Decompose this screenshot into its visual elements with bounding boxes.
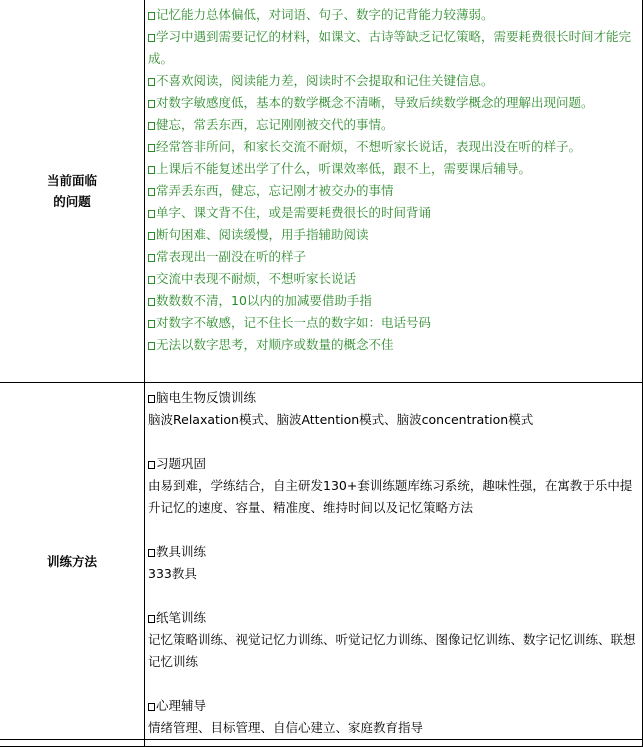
checkbox-icon xyxy=(148,232,155,240)
problem-item: 单字、课文背不住，或是需要耗费很长的时间背诵 xyxy=(148,202,640,224)
problem-item: 常表现出一副没在听的样子 xyxy=(148,246,640,268)
section-spacer xyxy=(148,673,640,695)
checkbox-icon xyxy=(148,166,155,174)
checkbox-icon xyxy=(148,395,155,403)
methods-label: 训练方法 xyxy=(46,553,97,569)
problem-item: 记忆能力总体偏低，对词语、句子、数字的记背能力较薄弱。 xyxy=(148,4,640,26)
checkbox-icon xyxy=(148,78,155,86)
problem-item: 不喜欢阅读，阅读能力差，阅读时不会提取和记住关键信息。 xyxy=(148,70,640,92)
checkbox-icon xyxy=(148,549,155,557)
checkbox-icon xyxy=(148,320,155,328)
problem-item: 断句困难、阅读缓慢，用手指辅助阅读 xyxy=(148,224,640,246)
section-spacer xyxy=(148,431,640,453)
problems-content-cell xyxy=(145,0,643,383)
problem-item: 对数字敏感度低，基本的数学概念不清晰，导致后续数学概念的理解出现问题。 xyxy=(148,92,640,114)
method-title: 心理辅导 xyxy=(148,695,640,717)
methods-row xyxy=(0,383,643,740)
checkbox-icon xyxy=(148,100,155,108)
methods-content-cell xyxy=(145,383,643,740)
checkbox-icon xyxy=(148,34,155,42)
problem-item: 对数字不敏感，记不住长一点的数字如：电话号码 xyxy=(148,312,640,334)
checkbox-icon xyxy=(148,144,155,152)
problem-item: 经常答非所问，和家长交流不耐烦，不想听家长说话，表现出没在听的样子。 xyxy=(148,136,640,158)
method-body: 由易到难，学练结合，自主研发130+套训练题库练习系统，趣味性强，在寓教于乐中提升记忆的速度、容量、精准度、维持时间以及记忆策略方法 xyxy=(148,478,633,515)
problems-label-line2: 的问题 xyxy=(53,194,91,209)
method-title: 脑电生物反馈训练 xyxy=(148,387,640,409)
method-body: 记忆策略训练、视觉记忆力训练、听觉记忆力训练、图像记忆训练、数字记忆训练、联想记忆训练 xyxy=(148,632,636,669)
method-title: 纸笔训练 xyxy=(148,607,640,629)
problem-item: 无法以数字思考，对顺序或数量的概念不佳 xyxy=(148,334,640,356)
checkbox-icon xyxy=(148,276,155,284)
method-title: 习题巩固 xyxy=(148,453,640,475)
checkbox-icon xyxy=(148,342,155,350)
next-row-edge xyxy=(0,740,643,747)
problem-item: 交流中表现不耐烦，不想听家长说话 xyxy=(148,268,640,290)
checkbox-icon xyxy=(148,703,155,711)
next-row-content-cell xyxy=(145,740,643,747)
method-body: 情绪管理、目标管理、自信心建立、家庭教育指导 xyxy=(148,720,424,735)
checkbox-icon xyxy=(148,188,155,196)
checkbox-icon xyxy=(148,298,155,306)
section-spacer xyxy=(148,519,640,541)
problem-item: 数数数不清，10以内的加减要借助手指 xyxy=(148,290,640,312)
problem-item: 健忘，常丢东西，忘记刚刚被交代的事情。 xyxy=(148,114,640,136)
problems-label-cell xyxy=(0,0,145,383)
checkbox-icon xyxy=(148,122,155,130)
problems-label-line1: 当前面临 xyxy=(46,173,97,188)
methods-label-cell xyxy=(0,383,145,740)
checkbox-icon xyxy=(148,12,155,20)
checkbox-icon xyxy=(148,615,155,623)
next-row-label-cell xyxy=(0,740,145,747)
checkbox-icon xyxy=(148,210,155,218)
checkbox-icon xyxy=(148,461,155,469)
method-title: 教具训练 xyxy=(148,541,640,563)
checkbox-icon xyxy=(148,254,155,262)
section-spacer xyxy=(148,585,640,607)
problem-item: 学习中遇到需要记忆的材料，如课文、古诗等缺乏记忆策略，需要耗费很长时间才能完成。 xyxy=(148,29,632,66)
problem-item: 上课后不能复述出学了什么，听课效率低，跟不上，需要课后辅导。 xyxy=(148,158,640,180)
method-body: 脑波Relaxation模式、脑波Attention模式、脑波concentration模式 xyxy=(148,412,534,427)
method-body: 333教具 xyxy=(148,566,197,581)
problem-item: 常弄丢东西，健忘，忘记刚才被交办的事情 xyxy=(148,180,640,202)
